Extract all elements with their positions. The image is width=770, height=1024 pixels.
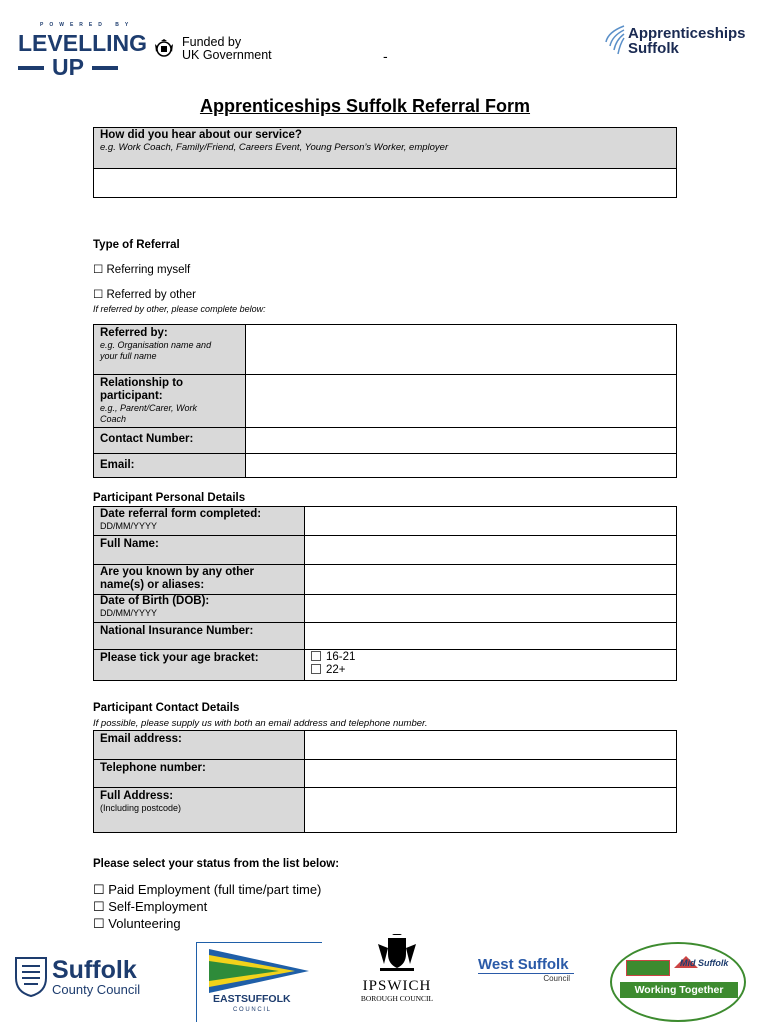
hear-answer-field[interactable]	[93, 168, 677, 198]
relationship-label-cell	[94, 375, 246, 428]
ipswich-name-text: IPSWICH	[362, 978, 432, 994]
date-completed-label: Date referral form completed:	[100, 508, 262, 520]
full-name-label-cell	[94, 536, 305, 565]
royal-crest-icon	[152, 38, 176, 60]
volunteering-checkbox[interactable]: ☐ Volunteering	[93, 916, 181, 931]
paid-employment-checkbox[interactable]: ☐ Paid Employment (full time/part time)	[93, 882, 322, 897]
contact-details-note: If possible, please supply us with both an email address and telephone number.	[93, 718, 428, 729]
status-heading: Please select your status from the list below:	[93, 858, 340, 870]
date-completed-label-cell	[94, 507, 305, 536]
relationship-hint-2: Coach	[100, 414, 127, 424]
scc-suffolk-text: Suffolk	[52, 955, 137, 984]
esc-name-text: EASTSUFFOLK	[213, 993, 291, 1005]
referred-by-label: Referred by:	[100, 327, 168, 339]
contact-email-label-cell	[94, 731, 305, 760]
apprenticeships-text: Apprenticeships	[628, 25, 746, 42]
suffolk-county-council-logo	[14, 956, 140, 998]
referrer-contact-input[interactable]	[246, 428, 677, 454]
funded-by-text: Funded by	[182, 35, 242, 49]
scc-shield-icon	[14, 956, 48, 998]
ipswich-borough-council-logo	[352, 934, 442, 1003]
aliases-label-1: Are you known by any other	[100, 566, 254, 578]
age-bracket-label: Please tick your age bracket:	[100, 652, 259, 664]
contact-details-heading: Participant Contact Details	[93, 702, 240, 714]
relationship-label-2: participant:	[100, 390, 163, 402]
levelling-up-logo	[18, 32, 147, 79]
hear-question-box	[93, 127, 677, 169]
address-label: Full Address:	[100, 790, 174, 802]
ni-number-label-cell	[94, 623, 305, 650]
personal-details-heading: Participant Personal Details	[93, 492, 246, 504]
full-name-input[interactable]	[305, 536, 677, 565]
telephone-label: Telephone number:	[100, 762, 206, 774]
telephone-input[interactable]	[305, 760, 677, 788]
contact-details-table	[93, 730, 677, 833]
apprenticeships-suffolk-logo	[604, 24, 746, 58]
east-suffolk-council-logo	[196, 942, 322, 1022]
ws-name-text: West Suffolk	[478, 956, 569, 973]
referrer-contact-label-cell	[94, 428, 246, 454]
referred-by-label-cell	[94, 325, 246, 375]
referral-type-heading: Type of Referral	[93, 239, 180, 251]
personal-details-table	[93, 506, 677, 681]
hear-hint: e.g. Work Coach, Family/Friend, Careers Event, Young Person’s Worker, employer	[100, 142, 449, 153]
referrer-email-label-cell	[94, 454, 246, 478]
ms-working-together-text: Working Together	[620, 982, 738, 998]
uk-government-logo	[152, 36, 272, 62]
referrer-email-label: Email:	[100, 459, 135, 471]
hear-label: How did you hear about our service?	[100, 129, 302, 141]
ipswich-crest-icon	[374, 934, 420, 974]
up-text: UP	[52, 54, 84, 80]
date-completed-input[interactable]	[305, 507, 677, 536]
dob-hint: DD/MM/YYYY	[100, 608, 158, 618]
aliases-label-cell	[94, 565, 305, 595]
uk-government-text: UK Government	[182, 48, 272, 62]
referring-myself-checkbox[interactable]: ☐ Referring myself	[93, 264, 191, 276]
referred-by-input[interactable]	[246, 325, 677, 375]
suffolk-text: Suffolk	[628, 40, 679, 57]
page-title: Apprenticeships Suffolk Referral Form	[199, 96, 531, 116]
referrer-email-input[interactable]	[246, 454, 677, 478]
dob-input[interactable]	[305, 595, 677, 623]
scc-county-council-text: County Council	[52, 981, 141, 997]
address-label-cell	[94, 788, 305, 833]
referrer-table	[93, 324, 677, 478]
ms-name-text: Mid Suffolk	[680, 958, 729, 968]
age-16-21-label: 16-21	[326, 651, 356, 663]
up-row	[18, 56, 147, 79]
age-22-plus-checkbox[interactable]	[311, 664, 321, 674]
mid-suffolk-working-together-logo	[610, 942, 746, 1022]
referred-by-other-note: If referred by other, please complete below:	[93, 304, 266, 314]
swirl-lines-icon	[604, 24, 626, 58]
relationship-hint-1: e.g., Parent/Carer, Work	[100, 403, 198, 413]
relationship-label-1: Relationship to	[100, 377, 184, 389]
age-bracket-options	[305, 650, 677, 681]
up-bar-right	[92, 66, 118, 70]
age-bracket-label-cell	[94, 650, 305, 681]
age-22-plus-option[interactable]	[311, 664, 670, 677]
age-22-plus-label: 22+	[326, 664, 346, 676]
ws-council-text: Council	[543, 974, 570, 983]
ni-number-label: National Insurance Number:	[100, 625, 254, 637]
date-completed-hint: DD/MM/YYYY	[100, 521, 158, 531]
esc-flag-icon	[209, 949, 309, 995]
aliases-input[interactable]	[305, 565, 677, 595]
ipswich-borough-text: BOROUGH COUNCIL	[360, 994, 434, 1003]
dob-label: Date of Birth (DOB):	[100, 595, 210, 607]
up-bar-left	[18, 66, 44, 70]
dob-label-cell	[94, 595, 305, 623]
self-employment-checkbox[interactable]: ☐ Self-Employment	[93, 899, 208, 914]
address-hint: (Including postcode)	[100, 803, 182, 813]
referred-by-other-checkbox[interactable]: ☐ Referred by other	[93, 289, 196, 301]
contact-email-input[interactable]	[305, 731, 677, 760]
ms-badge-left	[626, 960, 670, 976]
header-dash: -	[383, 48, 388, 64]
esc-council-text: C O U N C I L	[233, 1007, 271, 1013]
referred-by-hint-2: your full name	[100, 351, 157, 361]
referrer-contact-label: Contact Number:	[100, 433, 194, 445]
ni-number-input[interactable]	[305, 623, 677, 650]
aliases-label-2: name(s) or aliases:	[100, 579, 205, 591]
west-suffolk-council-logo	[478, 956, 578, 983]
address-input[interactable]	[305, 788, 677, 833]
age-16-21-checkbox[interactable]	[311, 651, 321, 661]
telephone-label-cell	[94, 760, 305, 788]
levelling-text: LEVELLING	[18, 30, 148, 56]
age-16-21-option[interactable]	[311, 651, 670, 664]
contact-email-label: Email address:	[100, 733, 182, 745]
full-name-label: Full Name:	[100, 538, 159, 550]
relationship-input[interactable]	[246, 375, 677, 428]
powered-by-text: POWERED BY	[40, 22, 135, 28]
referred-by-hint-1: e.g. Organisation name and	[100, 340, 212, 350]
